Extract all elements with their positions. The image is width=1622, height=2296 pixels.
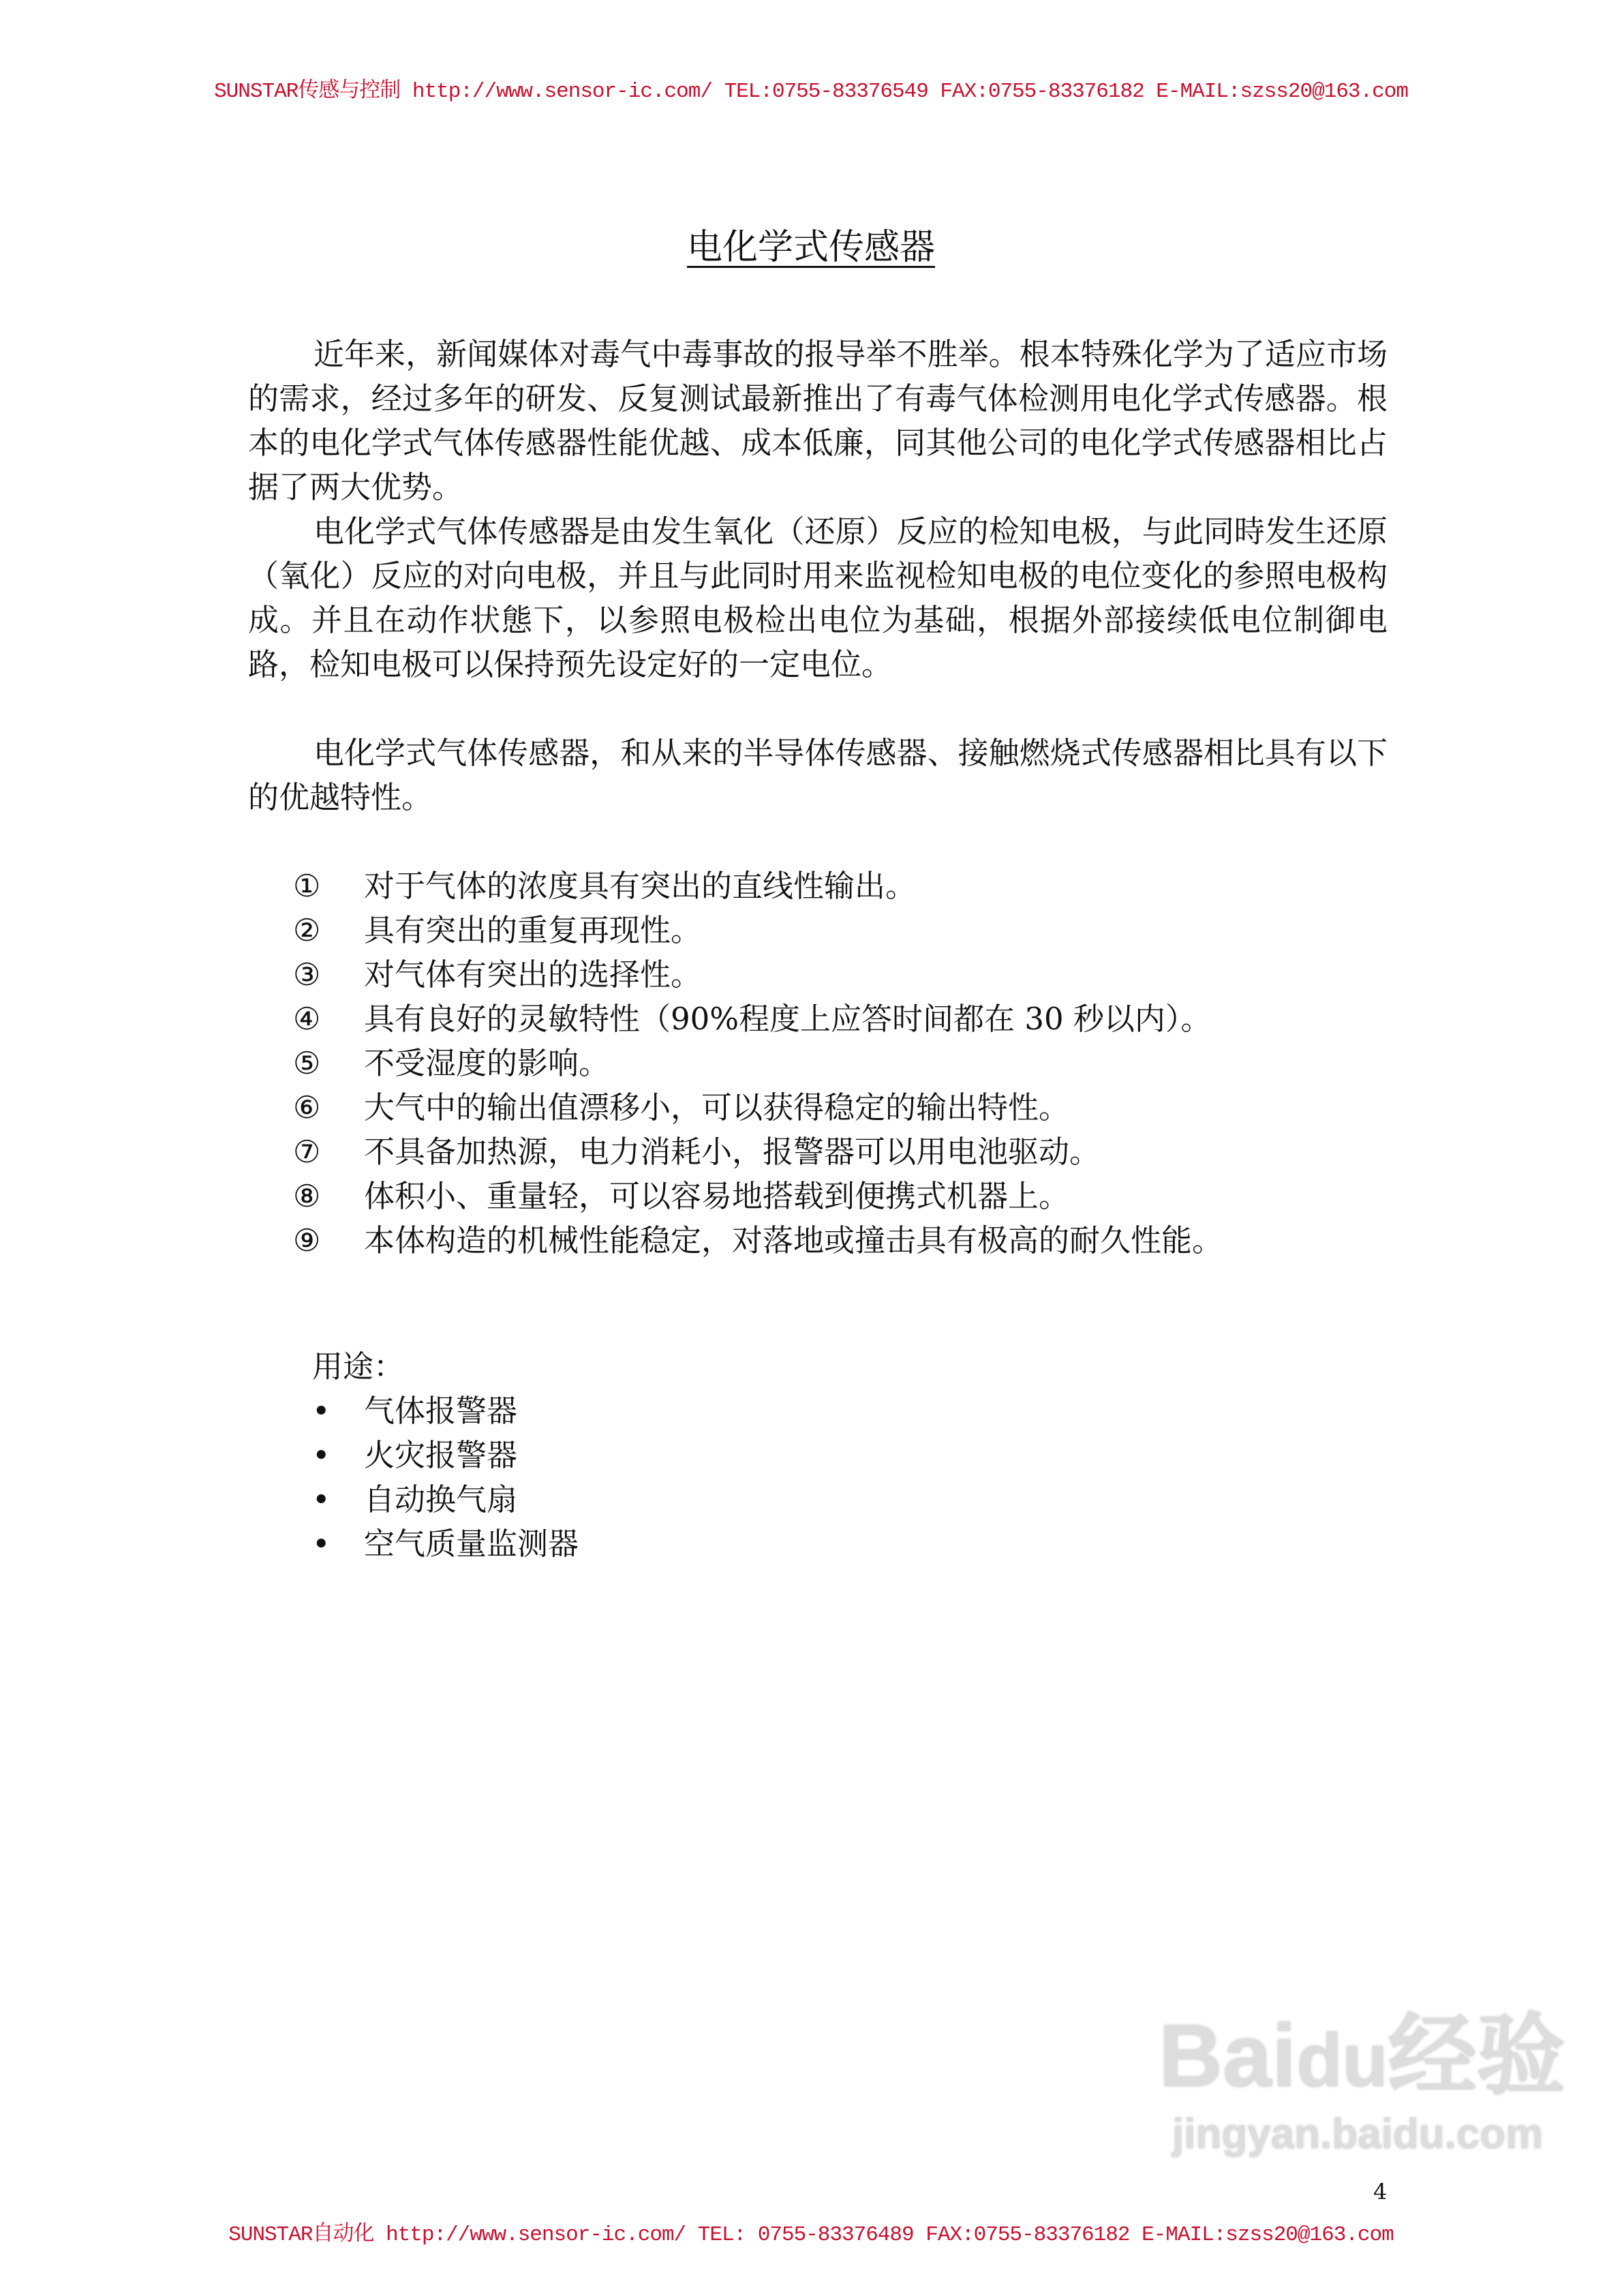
baidu-watermark-url: jingyan.baidu.com bbox=[1172, 2111, 1544, 2158]
bullet-icon: • bbox=[312, 1393, 331, 1429]
uses-label: 用途： bbox=[312, 1348, 405, 1385]
features-list bbox=[293, 864, 1388, 1263]
item-text: 具有突出的重复再现性。 bbox=[364, 912, 702, 948]
intro-paragraphs bbox=[248, 332, 1388, 686]
use-text: 火灾报警器 bbox=[364, 1437, 518, 1473]
use-item bbox=[312, 1389, 1388, 1433]
item-text: 不受湿度的影响。 bbox=[364, 1045, 610, 1081]
item-number: ② bbox=[293, 912, 321, 948]
item-text: 大气中的输出值漂移小，可以获得稳定的输出特性。 bbox=[364, 1089, 1070, 1126]
item-number: ⑦ bbox=[293, 1134, 321, 1170]
list-item bbox=[293, 864, 1388, 908]
item-text: 本体构造的机械性能稳定，对落地或撞击具有极高的耐久性能。 bbox=[364, 1222, 1223, 1258]
list-item bbox=[293, 952, 1388, 997]
list-item bbox=[293, 1085, 1388, 1130]
use-text: 自动换气扇 bbox=[364, 1481, 518, 1517]
item-number: ③ bbox=[293, 956, 321, 993]
use-text: 空气质量监测器 bbox=[364, 1526, 579, 1562]
list-item bbox=[293, 997, 1388, 1041]
paragraph-3: 电化学式气体传感器，和从来的半导体传感器、接触燃烧式传感器相比具有以下的优越特性。 bbox=[248, 735, 1388, 815]
item-number: ⑨ bbox=[293, 1222, 321, 1258]
list-item bbox=[293, 1174, 1388, 1218]
page-header: SUNSTAR传感与控制 http://www.sensor-ic.com/ TEL:0755-83376549 FAX:0755-83376182 E-MAIL:szss20@163.com bbox=[214, 80, 1408, 104]
paragraph-2: 电化学式气体传感器是由发生氧化（还原）反应的检知电极，与此同時发生还原（氧化）反应的对向电极，并且与此同时用来监视检知电极的电位变化的参照电极构成。并且在动作状態下，以参照电极检出电位为基础，根据外部接续低电位制御电路，检知电极可以保持预先设定好的一定电位。 bbox=[248, 513, 1388, 682]
document-body bbox=[248, 332, 1388, 1566]
document-title bbox=[0, 218, 1622, 269]
item-number: ⑤ bbox=[293, 1045, 321, 1081]
uses-section bbox=[312, 1344, 1388, 1566]
item-text: 体积小、重量轻，可以容易地搭载到便携式机器上。 bbox=[364, 1178, 1070, 1214]
item-text: 对气体有突出的选择性。 bbox=[364, 956, 702, 993]
bullet-icon: • bbox=[312, 1437, 331, 1473]
paragraph-1: 近年来，新闻媒体对毒气中毒事故的报导举不胜举。根本特殊化学为了适应市场的需求，经过多年的研发、反复测试最新推出了有毒气体检测用电化学式传感器。根本的电化学式气体传感器性能优越、成本低廉，同其他公司的电化学式传感器相比占据了两大优势。 bbox=[248, 336, 1388, 505]
advantages-intro bbox=[248, 731, 1388, 819]
item-number: ⑧ bbox=[293, 1178, 321, 1214]
item-text: 不具备加热源，电力消耗小，报警器可以用电池驱动。 bbox=[364, 1134, 1101, 1170]
list-item bbox=[293, 908, 1388, 952]
page-number: 4 bbox=[1373, 2179, 1388, 2205]
list-item bbox=[293, 1218, 1388, 1263]
page-footer: SUNSTAR自动化 http://www.sensor-ic.com/ TEL: 0755-83376489 FAX:0755-83376182 E-MAIL:szss20@163.com bbox=[228, 2223, 1394, 2247]
use-item bbox=[312, 1522, 1388, 1566]
item-number: ④ bbox=[293, 1001, 321, 1037]
list-item bbox=[293, 1130, 1388, 1174]
title-text: 电化学式传感器 bbox=[686, 227, 935, 268]
item-text: 具有良好的灵敏特性（90%程度上应答时间都在 30 秒以内）。 bbox=[364, 1001, 1212, 1037]
baidu-watermark-logo: Baidu经验 bbox=[1159, 2006, 1565, 2105]
item-number: ① bbox=[293, 868, 321, 904]
item-number: ⑥ bbox=[293, 1089, 321, 1126]
item-text: 对于气体的浓度具有突出的直线性输出。 bbox=[364, 868, 917, 904]
list-item bbox=[293, 1041, 1388, 1085]
use-item bbox=[312, 1477, 1388, 1522]
use-text: 气体报警器 bbox=[364, 1393, 518, 1429]
use-item bbox=[312, 1433, 1388, 1477]
bullet-icon: • bbox=[312, 1481, 331, 1517]
bullet-icon: • bbox=[312, 1526, 331, 1562]
